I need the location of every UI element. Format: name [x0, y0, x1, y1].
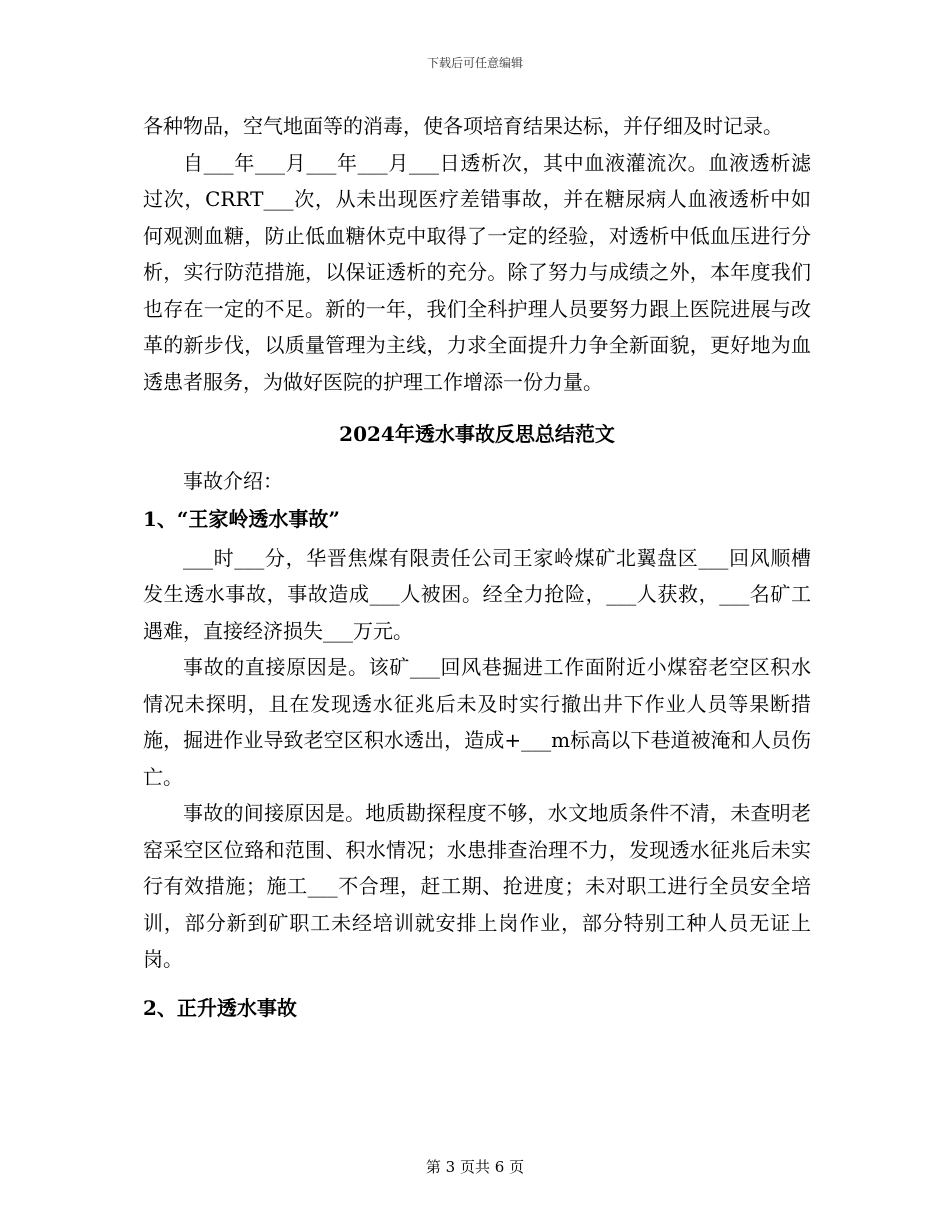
heading-1: 1、“王家岭透水事故”	[143, 507, 340, 531]
section-title: 2024年透水事故反思总结范文	[339, 422, 615, 446]
page-footer: 第 3 页共 6 页	[425, 1158, 525, 1176]
intro-label: 事故介绍：	[183, 468, 283, 493]
paragraph-5: 事故的间接原因是。地质勘探程度不够，水文地质条件不清，未查明老窑采空区位臵和范围、积水情况；水患排查治理不力，发现透水征兆后未实行有效措施；施工___不合理，赶工期、抢进度；未对职工进行全员安全培训，部分新到矿职工未经培训就安排上岗作业，部分特别工种人员无证上岗。	[143, 801, 811, 971]
paragraph-3: ___时___分，华晋焦煤有限责任公司王家岭煤矿北翼盘区___回风顺槽发生透水事故，事故造成___人被困。经全力抢险，___人获救，___名矿工遇难，直接经济损失___万元。	[143, 545, 811, 643]
paragraph-1: 各种物品，空气地面等的消毒，使各项培育结果达标，并仔细及时记录。	[143, 114, 783, 138]
heading-2: 2、正升透水事故	[143, 995, 297, 1020]
paragraph-2: 自___年___月___年___月___日透析次，其中血液灌流次。血液透析滤过次，CRRT___次，从未出现医疗差错事故，并在糖尿病人血液透析中如何观测血糖，防止低血糖休克中取得了一定的经验，对透析中低血压进行分析，实行防范措施，以保证透析的充分。除了努力与成绩之外，本年度我们也存在一定的不足。新的一年，我们全科护理人员要努力跟上医院进展与改革的新步伐，以质量管理为主线，力求全面提升力争全新面貌，更好地为血透患者服务，为做好医院的护理工作增添一份力量。	[143, 150, 811, 394]
paragraph-4: 事故的直接原因是。该矿___回风巷掘进工作面附近小煤窑老空区积水情况未探明，且在发现透水征兆后未及时实行撤出井下作业人员等果断措施，掘进作业导致老空区积水透出，造成+___m标高以下巷道被淹和人员伤亡。	[143, 655, 811, 789]
document-body	[143, 108, 811, 1026]
page-header: 下载后可任意编辑	[426, 56, 523, 70]
